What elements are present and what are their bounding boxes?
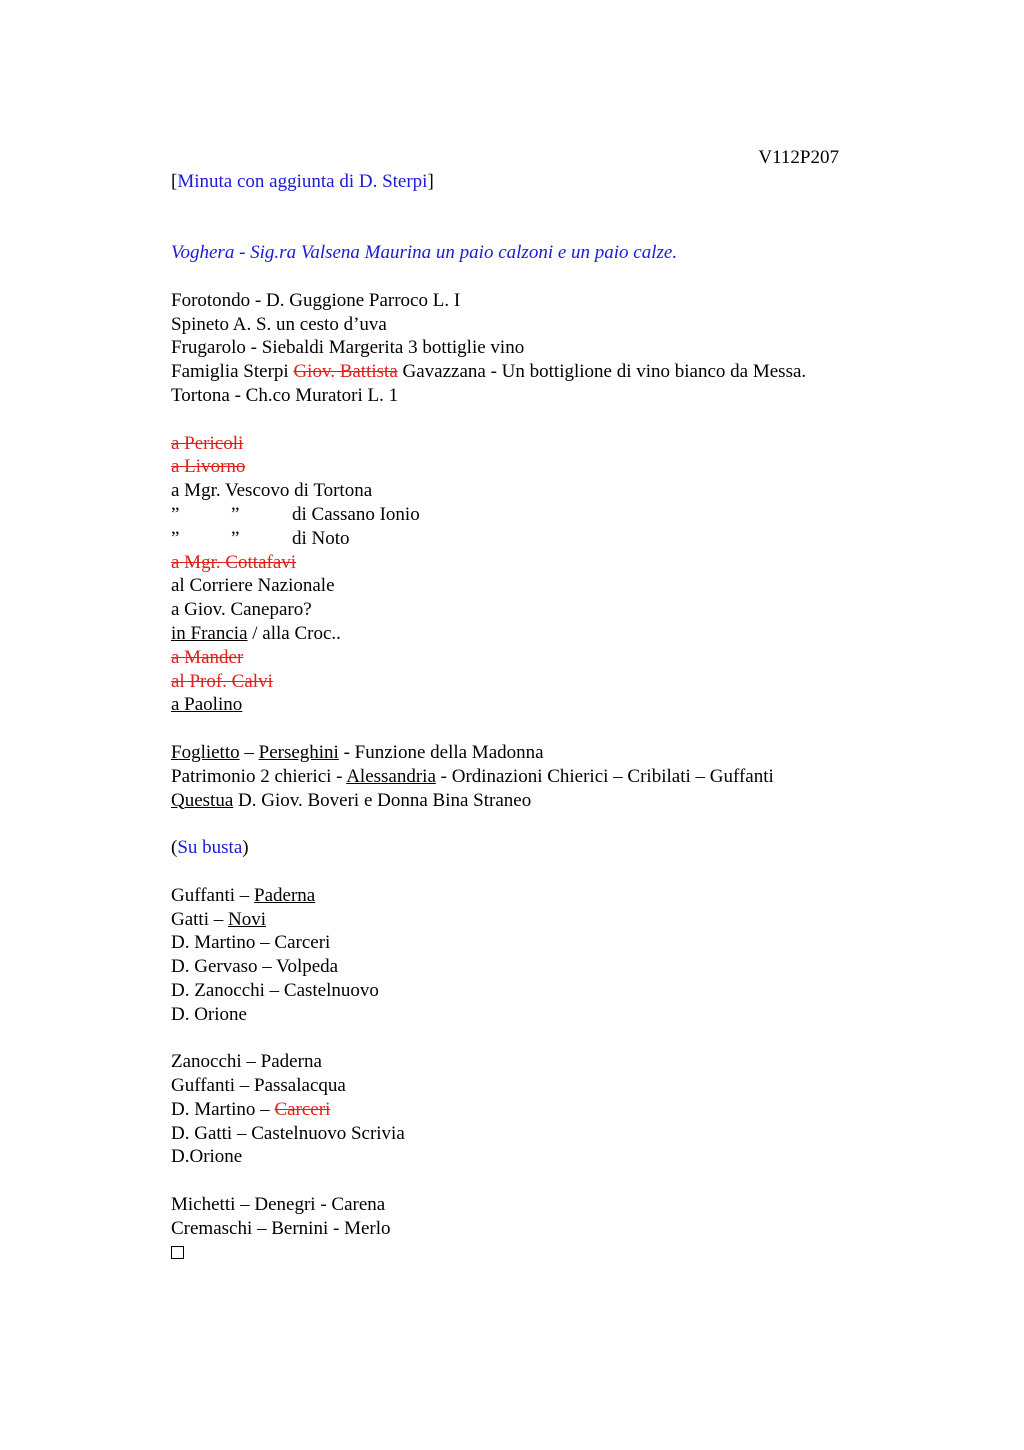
recipient-line <box>171 527 871 551</box>
list-item <box>171 1098 871 1122</box>
recipient-line <box>171 693 871 717</box>
recipient-line <box>171 670 871 694</box>
recipient-line: al Corriere Nazionale <box>171 575 335 597</box>
underlined-text: Foglietto <box>171 741 240 763</box>
paren-close: ) <box>242 837 249 859</box>
bracket-close: ] <box>427 170 434 192</box>
editor-note <box>171 170 871 194</box>
note-text: - Funzione della Madonna <box>338 741 544 763</box>
list-item: D. Zanocchi – Castelnuovo <box>171 979 379 1001</box>
struck-text: a Livorno <box>171 456 246 478</box>
struck-text: al Prof. Calvi <box>171 670 273 692</box>
list-item: D. Orione <box>171 1003 247 1025</box>
underlined-text: Paderna <box>254 884 316 906</box>
ditto-mark: ” <box>171 503 180 525</box>
recipient-line: a Mgr. Vescovo di Tortona <box>171 480 373 502</box>
list-item: Zanocchi – Paderna <box>171 1051 322 1073</box>
donation-line: Forotondo - D. Guggione Parroco L. I <box>171 289 461 311</box>
note-line <box>171 741 871 765</box>
recipient-line: a Giov. Caneparo? <box>171 599 312 621</box>
list-text: Guffanti – <box>171 884 255 906</box>
donation-line: Tortona - Ch.co Muratori L. 1 <box>171 384 399 406</box>
note-line <box>171 765 871 789</box>
ditto-mark: ” <box>171 527 180 549</box>
donation-text: Gavazzana - Un bottiglione di vino bianco da Messa. <box>397 361 807 383</box>
recipient-line <box>171 622 871 646</box>
struck-text: a Pericoli <box>171 432 244 454</box>
ditto-mark: ” <box>231 503 240 525</box>
bracket-open: [ <box>171 170 178 192</box>
underlined-text: Perseghini <box>258 741 339 763</box>
struck-text: a Mgr. Cottafavi <box>171 551 297 573</box>
donation-line: Spineto A. S. un cesto d’uva <box>171 313 387 335</box>
note-text: Patrimonio 2 chierici - <box>171 765 347 787</box>
donation-text: Famiglia Sterpi <box>171 361 294 383</box>
document-reference: V112P207 <box>758 147 839 168</box>
recipient-line <box>171 503 871 527</box>
intro-line: Voghera - Sig.ra Valsena Maurina un paio calzoni e un paio calze. <box>171 242 678 264</box>
ditto-mark: ” <box>231 527 240 549</box>
list-item <box>171 884 871 908</box>
note-text: - Ordinazioni Chierici – Cribilati – Guffanti <box>435 765 774 787</box>
document-page <box>171 146 871 1264</box>
underlined-text: Alessandria <box>346 765 436 787</box>
list-item: D. Martino – Carceri <box>171 932 331 954</box>
note-line <box>171 789 871 813</box>
envelope-heading <box>171 836 871 860</box>
struck-text: Giov. Battista <box>293 361 398 383</box>
recipient-text: / alla Croc.. <box>247 622 341 644</box>
underlined-text: Novi <box>228 908 266 930</box>
list-text: D. Martino – <box>171 1098 275 1120</box>
envelope-label: Su busta <box>177 837 243 859</box>
empty-box-icon <box>171 1246 184 1259</box>
recipient-line <box>171 432 871 456</box>
list-item: Cremaschi – Bernini - Merlo <box>171 1217 391 1239</box>
list-item: D.Orione <box>171 1146 243 1168</box>
list-item <box>171 908 871 932</box>
note-text: D. Giov. Boveri e Donna Bina Straneo <box>233 789 532 811</box>
list-item: Michetti – Denegri - Carena <box>171 1194 386 1216</box>
struck-text: a Mander <box>171 646 244 668</box>
struck-text: Carceri <box>274 1098 331 1120</box>
editor-note-text: Minuta con aggiunta di D. Sterpi <box>177 170 428 192</box>
list-text: Gatti – <box>171 908 228 930</box>
recipient-line <box>171 455 871 479</box>
recipient-text: di Cassano Ionio <box>292 503 420 525</box>
note-text: – <box>239 741 259 763</box>
checkbox-line <box>171 1241 871 1265</box>
underlined-text: Questua <box>171 789 234 811</box>
list-item: Guffanti – Passalacqua <box>171 1075 346 1097</box>
list-item: D. Gatti – Castelnuovo Scrivia <box>171 1122 405 1144</box>
donation-line <box>171 360 871 384</box>
list-item: D. Gervaso – Volpeda <box>171 956 339 978</box>
underlined-text: a Paolino <box>171 694 243 716</box>
donation-line: Frugarolo - Siebaldi Margerita 3 bottiglie vino <box>171 337 525 359</box>
recipient-text: di Noto <box>292 527 350 549</box>
recipient-line <box>171 646 871 670</box>
recipient-line <box>171 551 871 575</box>
paren-open: ( <box>171 837 178 859</box>
underlined-text: in Francia <box>171 622 248 644</box>
